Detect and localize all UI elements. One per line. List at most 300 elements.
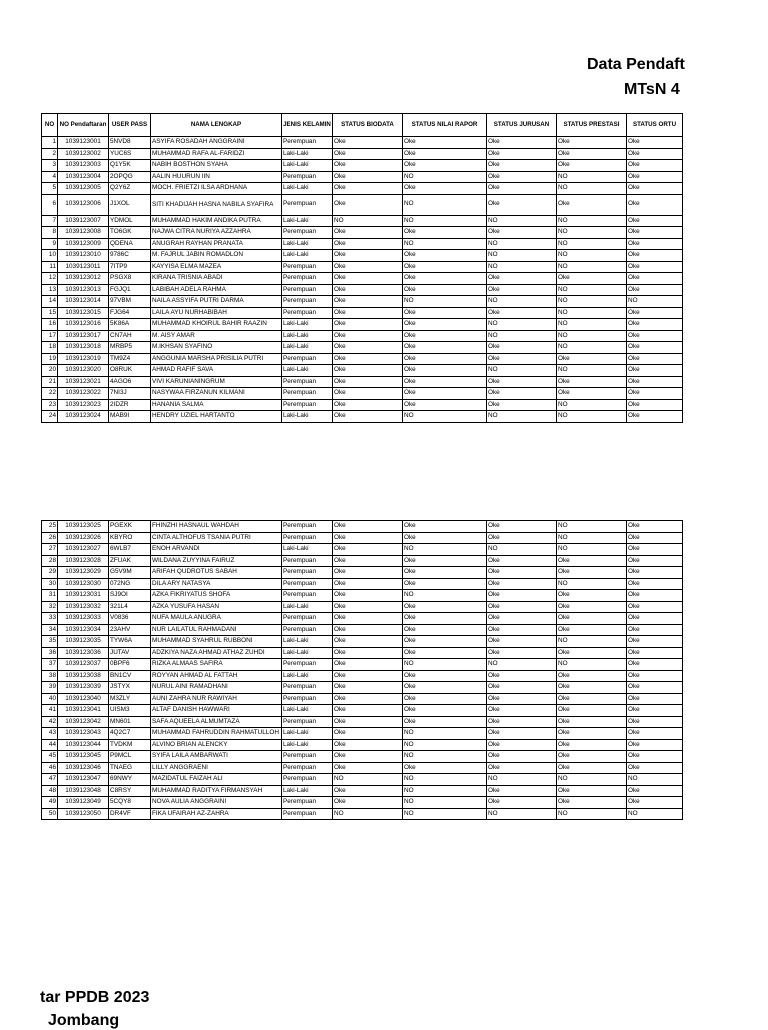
cell-no-pendaftaran: 1039123044 bbox=[58, 739, 109, 751]
cell-nama-lengkap: ARIFAH QUDROTUS SABAH bbox=[151, 567, 282, 579]
cell-user-pass: C8RSY bbox=[109, 785, 151, 797]
cell-status-prestasi: NO bbox=[557, 532, 627, 544]
cell-status-biodata: Oke bbox=[333, 376, 403, 388]
cell-status-nilai-rapor: Oke bbox=[403, 521, 487, 533]
cell-no: 4 bbox=[42, 171, 58, 183]
header-status-biodata: STATUS BIODATA bbox=[333, 114, 403, 137]
cell-status-biodata: Oke bbox=[333, 250, 403, 262]
cell-user-pass: YDMOL bbox=[109, 215, 151, 227]
header-status-prestasi: STATUS PRESTASI bbox=[557, 114, 627, 137]
cell-jenis-kelamin: Perempuan bbox=[282, 590, 333, 602]
cell-no: 5 bbox=[42, 183, 58, 195]
cell-status-biodata: Oke bbox=[333, 739, 403, 751]
header-no: NO bbox=[42, 114, 58, 137]
cell-status-nilai-rapor: Oke bbox=[403, 160, 487, 172]
table-row bbox=[42, 399, 683, 411]
cell-status-biodata: Oke bbox=[333, 601, 403, 613]
cell-no: 9 bbox=[42, 238, 58, 250]
cell-status-nilai-rapor: Oke bbox=[403, 261, 487, 273]
table-row bbox=[42, 227, 683, 239]
cell-jenis-kelamin: Perempuan bbox=[282, 376, 333, 388]
cell-jenis-kelamin: Perempuan bbox=[282, 388, 333, 400]
cell-status-biodata: Oke bbox=[333, 751, 403, 763]
cell-user-pass: G5V9M bbox=[109, 567, 151, 579]
cell-user-pass: QDENA bbox=[109, 238, 151, 250]
cell-status-biodata: Oke bbox=[333, 284, 403, 296]
cell-status-nilai-rapor: Oke bbox=[403, 137, 487, 149]
cell-nama-lengkap: LILLY ANGGRAENI bbox=[151, 762, 282, 774]
table-row bbox=[42, 785, 683, 797]
cell-status-jurusan: Oke bbox=[487, 342, 557, 354]
cell-status-jurusan: Oke bbox=[487, 171, 557, 183]
table-row bbox=[42, 624, 683, 636]
cell-status-nilai-rapor: Oke bbox=[403, 284, 487, 296]
table-row bbox=[42, 636, 683, 648]
cell-user-pass: TYW6A bbox=[109, 636, 151, 648]
table-row bbox=[42, 273, 683, 285]
cell-nama-lengkap: MUHAMMAD HAKIM ANDIKA PUTRA bbox=[151, 215, 282, 227]
cell-status-prestasi: Oke bbox=[557, 388, 627, 400]
cell-status-nilai-rapor: Oke bbox=[403, 705, 487, 717]
cell-status-ortu: Oke bbox=[627, 376, 683, 388]
cell-no-pendaftaran: 1039123035 bbox=[58, 636, 109, 648]
cell-user-pass: 7NI3J bbox=[109, 388, 151, 400]
cell-user-pass: 5K86A bbox=[109, 319, 151, 331]
cell-jenis-kelamin: Perempuan bbox=[282, 808, 333, 820]
table-row bbox=[42, 319, 683, 331]
cell-status-ortu: Oke bbox=[627, 330, 683, 342]
cell-jenis-kelamin: Perempuan bbox=[282, 682, 333, 694]
cell-status-jurusan: Oke bbox=[487, 716, 557, 728]
table-row bbox=[42, 693, 683, 705]
cell-status-biodata: Oke bbox=[333, 307, 403, 319]
cell-status-nilai-rapor: Oke bbox=[403, 319, 487, 331]
cell-status-ortu: Oke bbox=[627, 578, 683, 590]
cell-status-ortu: Oke bbox=[627, 171, 683, 183]
cell-no-pendaftaran: 1039123034 bbox=[58, 624, 109, 636]
cell-no-pendaftaran: 1039123018 bbox=[58, 342, 109, 354]
cell-status-prestasi: NO bbox=[557, 227, 627, 239]
cell-status-ortu: Oke bbox=[627, 567, 683, 579]
cell-status-jurusan: NO bbox=[487, 296, 557, 308]
cell-status-prestasi: Oke bbox=[557, 148, 627, 160]
cell-no: 41 bbox=[42, 705, 58, 717]
cell-status-prestasi: NO bbox=[557, 659, 627, 671]
cell-status-prestasi: NO bbox=[557, 411, 627, 423]
cell-jenis-kelamin: Laki-Laki bbox=[282, 183, 333, 195]
cell-user-pass: Q1Y5K bbox=[109, 160, 151, 172]
cell-status-biodata: Oke bbox=[333, 194, 403, 215]
cell-jenis-kelamin: Laki-Laki bbox=[282, 319, 333, 331]
cell-status-jurusan: Oke bbox=[487, 682, 557, 694]
cell-status-jurusan: Oke bbox=[487, 624, 557, 636]
cell-nama-lengkap: NASYWAA FIRZANUN KILMANI bbox=[151, 388, 282, 400]
cell-jenis-kelamin: Laki-Laki bbox=[282, 411, 333, 423]
cell-status-prestasi: NO bbox=[557, 342, 627, 354]
cell-no-pendaftaran: 1039123033 bbox=[58, 613, 109, 625]
cell-no-pendaftaran: 1039123012 bbox=[58, 273, 109, 285]
cell-user-pass: 7ITP9 bbox=[109, 261, 151, 273]
cell-no: 36 bbox=[42, 647, 58, 659]
cell-status-jurusan: Oke bbox=[487, 636, 557, 648]
cell-no-pendaftaran: 1039123024 bbox=[58, 411, 109, 423]
cell-user-pass: BN1CV bbox=[109, 670, 151, 682]
cell-nama-lengkap: SITI KHADIJAH HASNA NABILA SYAFIRA bbox=[151, 194, 282, 215]
cell-nama-lengkap: ALVINO BRIAN ALENCKY bbox=[151, 739, 282, 751]
cell-status-ortu: Oke bbox=[627, 659, 683, 671]
cell-status-jurusan: Oke bbox=[487, 227, 557, 239]
cell-no: 44 bbox=[42, 739, 58, 751]
cell-no-pendaftaran: 1039123036 bbox=[58, 647, 109, 659]
cell-user-pass: 5NVD8 bbox=[109, 137, 151, 149]
cell-no: 8 bbox=[42, 227, 58, 239]
cell-user-pass: 321L4 bbox=[109, 601, 151, 613]
cell-no-pendaftaran: 1039123009 bbox=[58, 238, 109, 250]
cell-user-pass: 072NG bbox=[109, 578, 151, 590]
cell-status-ortu: Oke bbox=[627, 238, 683, 250]
cell-status-prestasi: Oke bbox=[557, 728, 627, 740]
cell-jenis-kelamin: Laki-Laki bbox=[282, 215, 333, 227]
cell-jenis-kelamin: Perempuan bbox=[282, 307, 333, 319]
cell-jenis-kelamin: Perempuan bbox=[282, 762, 333, 774]
cell-user-pass: 9786C bbox=[109, 250, 151, 262]
cell-jenis-kelamin: Laki-Laki bbox=[282, 330, 333, 342]
header-user-pass: USER PASS bbox=[109, 114, 151, 137]
table-row bbox=[42, 194, 683, 215]
cell-nama-lengkap: FHINZHI HASNAUL WAHDAH bbox=[151, 521, 282, 533]
table-header-row bbox=[42, 114, 683, 137]
cell-status-ortu: Oke bbox=[627, 532, 683, 544]
cell-user-pass: TM9Z4 bbox=[109, 353, 151, 365]
cell-status-prestasi: Oke bbox=[557, 137, 627, 149]
cell-no-pendaftaran: 1039123039 bbox=[58, 682, 109, 694]
cell-status-ortu: Oke bbox=[627, 601, 683, 613]
cell-status-nilai-rapor: Oke bbox=[403, 307, 487, 319]
cell-user-pass: 2IDZR bbox=[109, 399, 151, 411]
cell-status-nilai-rapor: Oke bbox=[403, 365, 487, 377]
cell-status-nilai-rapor: NO bbox=[403, 171, 487, 183]
cell-status-ortu: Oke bbox=[627, 693, 683, 705]
cell-no: 28 bbox=[42, 555, 58, 567]
cell-status-nilai-rapor: Oke bbox=[403, 670, 487, 682]
cell-status-biodata: Oke bbox=[333, 227, 403, 239]
cell-status-jurusan: Oke bbox=[487, 751, 557, 763]
cell-status-biodata: Oke bbox=[333, 762, 403, 774]
cell-status-nilai-rapor: NO bbox=[403, 411, 487, 423]
cell-no: 32 bbox=[42, 601, 58, 613]
cell-status-prestasi: Oke bbox=[557, 716, 627, 728]
cell-no-pendaftaran: 1039123041 bbox=[58, 705, 109, 717]
cell-status-jurusan: Oke bbox=[487, 797, 557, 809]
cell-no-pendaftaran: 1039123006 bbox=[58, 194, 109, 215]
cell-nama-lengkap: ANUGRAH RAYHAN PRANATA bbox=[151, 238, 282, 250]
cell-status-jurusan: Oke bbox=[487, 532, 557, 544]
cell-jenis-kelamin: Perempuan bbox=[282, 774, 333, 786]
cell-user-pass: MN601 bbox=[109, 716, 151, 728]
cell-status-ortu: Oke bbox=[627, 762, 683, 774]
cell-status-prestasi: NO bbox=[557, 578, 627, 590]
cell-status-ortu: Oke bbox=[627, 365, 683, 377]
cell-status-nilai-rapor: Oke bbox=[403, 693, 487, 705]
cell-status-prestasi: Oke bbox=[557, 785, 627, 797]
header-jenis-kelamin: JENIS KELAMIN bbox=[282, 114, 333, 137]
cell-nama-lengkap: ENOH ARVANDI bbox=[151, 544, 282, 556]
cell-no-pendaftaran: 1039123049 bbox=[58, 797, 109, 809]
cell-no-pendaftaran: 1039123020 bbox=[58, 365, 109, 377]
cell-no: 45 bbox=[42, 751, 58, 763]
table-row bbox=[42, 250, 683, 262]
cell-status-jurusan: NO bbox=[487, 411, 557, 423]
cell-no-pendaftaran: 1039123017 bbox=[58, 330, 109, 342]
table-row bbox=[42, 705, 683, 717]
cell-status-biodata: Oke bbox=[333, 521, 403, 533]
cell-status-nilai-rapor: Oke bbox=[403, 567, 487, 579]
cell-status-prestasi: Oke bbox=[557, 160, 627, 172]
cell-user-pass: PSGX8 bbox=[109, 273, 151, 285]
cell-status-biodata: Oke bbox=[333, 365, 403, 377]
cell-nama-lengkap: MUHAMMAD SYAHRUL RUBBONI bbox=[151, 636, 282, 648]
cell-jenis-kelamin: Laki-Laki bbox=[282, 739, 333, 751]
cell-no-pendaftaran: 1039123016 bbox=[58, 319, 109, 331]
cell-nama-lengkap: ASYIFA ROSADAH ANGGRAINI bbox=[151, 137, 282, 149]
cell-nama-lengkap: KAYYISA ELMA MAZEA bbox=[151, 261, 282, 273]
cell-status-jurusan: NO bbox=[487, 774, 557, 786]
cell-no: 40 bbox=[42, 693, 58, 705]
cell-no: 39 bbox=[42, 682, 58, 694]
table-row bbox=[42, 284, 683, 296]
cell-no: 30 bbox=[42, 578, 58, 590]
cell-no: 2 bbox=[42, 148, 58, 160]
cell-status-ortu: Oke bbox=[627, 682, 683, 694]
cell-status-jurusan: Oke bbox=[487, 388, 557, 400]
cell-no: 29 bbox=[42, 567, 58, 579]
cell-status-biodata: Oke bbox=[333, 659, 403, 671]
cell-no-pendaftaran: 1039123005 bbox=[58, 183, 109, 195]
table-row bbox=[42, 307, 683, 319]
cell-user-pass: DR4VF bbox=[109, 808, 151, 820]
cell-status-jurusan: Oke bbox=[487, 555, 557, 567]
cell-jenis-kelamin: Perempuan bbox=[282, 555, 333, 567]
table-row bbox=[42, 261, 683, 273]
cell-status-jurusan: Oke bbox=[487, 647, 557, 659]
table-row bbox=[42, 238, 683, 250]
cell-no: 33 bbox=[42, 613, 58, 625]
cell-status-biodata: NO bbox=[333, 808, 403, 820]
cell-status-ortu: Oke bbox=[627, 194, 683, 215]
cell-status-jurusan: Oke bbox=[487, 578, 557, 590]
cell-no-pendaftaran: 1039123046 bbox=[58, 762, 109, 774]
cell-no: 10 bbox=[42, 250, 58, 262]
cell-no-pendaftaran: 1039123038 bbox=[58, 670, 109, 682]
cell-nama-lengkap: WILDANA ZUYYINA FAIRUZ bbox=[151, 555, 282, 567]
cell-nama-lengkap: NURUL AINI RAMADHANI bbox=[151, 682, 282, 694]
cell-no-pendaftaran: 1039123008 bbox=[58, 227, 109, 239]
header-nama-lengkap: NAMA LENGKAP bbox=[151, 114, 282, 137]
cell-status-prestasi: NO bbox=[557, 544, 627, 556]
cell-status-biodata: Oke bbox=[333, 590, 403, 602]
cell-status-nilai-rapor: Oke bbox=[403, 250, 487, 262]
cell-status-jurusan: NO bbox=[487, 544, 557, 556]
cell-status-biodata: Oke bbox=[333, 148, 403, 160]
cell-status-jurusan: Oke bbox=[487, 183, 557, 195]
cell-no-pendaftaran: 1039123021 bbox=[58, 376, 109, 388]
cell-nama-lengkap: NOVA AULIA ANGGRAINI bbox=[151, 797, 282, 809]
cell-no: 38 bbox=[42, 670, 58, 682]
cell-nama-lengkap: ANGGUNIA MARSHA PRISILIA PUTRI bbox=[151, 353, 282, 365]
cell-status-ortu: Oke bbox=[627, 797, 683, 809]
cell-nama-lengkap: M.IKHSAN SYAFINO bbox=[151, 342, 282, 354]
cell-status-nilai-rapor: Oke bbox=[403, 227, 487, 239]
cell-status-nilai-rapor: NO bbox=[403, 774, 487, 786]
registrants-table-page-1 bbox=[41, 113, 683, 423]
cell-user-pass: UISM3 bbox=[109, 705, 151, 717]
cell-status-ortu: Oke bbox=[627, 613, 683, 625]
cell-status-prestasi: NO bbox=[557, 636, 627, 648]
cell-status-nilai-rapor: Oke bbox=[403, 636, 487, 648]
cell-status-prestasi: Oke bbox=[557, 273, 627, 285]
cell-user-pass: 4Q2C7 bbox=[109, 728, 151, 740]
cell-no-pendaftaran: 1039123040 bbox=[58, 693, 109, 705]
cell-jenis-kelamin: Laki-Laki bbox=[282, 728, 333, 740]
cell-no-pendaftaran: 1039123042 bbox=[58, 716, 109, 728]
table-row bbox=[42, 659, 683, 671]
table-row bbox=[42, 365, 683, 377]
cell-status-ortu: Oke bbox=[627, 353, 683, 365]
cell-status-nilai-rapor: NO bbox=[403, 215, 487, 227]
cell-no-pendaftaran: 1039123050 bbox=[58, 808, 109, 820]
cell-status-nilai-rapor: NO bbox=[403, 659, 487, 671]
cell-status-nilai-rapor: NO bbox=[403, 590, 487, 602]
school-city: Jombang bbox=[48, 1012, 120, 1029]
cell-status-biodata: Oke bbox=[333, 342, 403, 354]
cell-user-pass: TVDKM bbox=[109, 739, 151, 751]
cell-nama-lengkap: NAILA ASSYIFA PUTRI DARMA bbox=[151, 296, 282, 308]
cell-status-ortu: Oke bbox=[627, 342, 683, 354]
cell-nama-lengkap: KIRANA TRISNIA ABADI bbox=[151, 273, 282, 285]
table-row bbox=[42, 808, 683, 820]
cell-nama-lengkap: VIVI KARUNIANINGRUM bbox=[151, 376, 282, 388]
cell-status-biodata: Oke bbox=[333, 716, 403, 728]
table-row bbox=[42, 171, 683, 183]
cell-nama-lengkap: SAFA AQUEELA ALMUMTAZA bbox=[151, 716, 282, 728]
table-row bbox=[42, 797, 683, 809]
table-row bbox=[42, 532, 683, 544]
cell-nama-lengkap: MUHAMMAD FAHRUDDIN RAHMATULLOH bbox=[151, 728, 282, 740]
cell-no: 1 bbox=[42, 137, 58, 149]
cell-status-nilai-rapor: NO bbox=[403, 238, 487, 250]
cell-no: 7 bbox=[42, 215, 58, 227]
cell-status-jurusan: Oke bbox=[487, 273, 557, 285]
cell-user-pass: TNAEG bbox=[109, 762, 151, 774]
table-row bbox=[42, 215, 683, 227]
cell-status-ortu: Oke bbox=[627, 273, 683, 285]
cell-status-prestasi: NO bbox=[557, 808, 627, 820]
cell-no: 31 bbox=[42, 590, 58, 602]
cell-status-nilai-rapor: Oke bbox=[403, 716, 487, 728]
cell-status-biodata: NO bbox=[333, 215, 403, 227]
cell-status-nilai-rapor: Oke bbox=[403, 376, 487, 388]
table-row bbox=[42, 670, 683, 682]
cell-status-jurusan: NO bbox=[487, 261, 557, 273]
cell-user-pass: P9MCL bbox=[109, 751, 151, 763]
cell-user-pass: O8RUK bbox=[109, 365, 151, 377]
cell-no: 26 bbox=[42, 532, 58, 544]
cell-user-pass: SJ9OI bbox=[109, 590, 151, 602]
table-row bbox=[42, 183, 683, 195]
cell-jenis-kelamin: Perempuan bbox=[282, 578, 333, 590]
cell-status-jurusan: Oke bbox=[487, 567, 557, 579]
registrants-table-page-2 bbox=[41, 520, 683, 820]
cell-status-nilai-rapor: Oke bbox=[403, 647, 487, 659]
cell-status-nilai-rapor: Oke bbox=[403, 601, 487, 613]
cell-no-pendaftaran: 1039123032 bbox=[58, 601, 109, 613]
table-row bbox=[42, 296, 683, 308]
cell-status-biodata: Oke bbox=[333, 544, 403, 556]
cell-status-prestasi: Oke bbox=[557, 647, 627, 659]
cell-status-prestasi: NO bbox=[557, 521, 627, 533]
cell-status-prestasi: NO bbox=[557, 307, 627, 319]
cell-status-prestasi: Oke bbox=[557, 353, 627, 365]
cell-user-pass: 6WLB7 bbox=[109, 544, 151, 556]
cell-status-nilai-rapor: NO bbox=[403, 544, 487, 556]
cell-jenis-kelamin: Perempuan bbox=[282, 659, 333, 671]
cell-status-biodata: Oke bbox=[333, 261, 403, 273]
table-row bbox=[42, 330, 683, 342]
cell-nama-lengkap: RIZKA ALMAAS SAFIRA bbox=[151, 659, 282, 671]
cell-no: 46 bbox=[42, 762, 58, 774]
cell-status-prestasi: Oke bbox=[557, 194, 627, 215]
cell-status-biodata: Oke bbox=[333, 578, 403, 590]
cell-no-pendaftaran: 1039123007 bbox=[58, 215, 109, 227]
cell-status-prestasi: Oke bbox=[557, 567, 627, 579]
cell-status-ortu: Oke bbox=[627, 647, 683, 659]
cell-no-pendaftaran: 1039123001 bbox=[58, 137, 109, 149]
cell-jenis-kelamin: Perempuan bbox=[282, 567, 333, 579]
cell-no-pendaftaran: 1039123011 bbox=[58, 261, 109, 273]
table-row bbox=[42, 601, 683, 613]
cell-status-biodata: Oke bbox=[333, 388, 403, 400]
cell-no-pendaftaran: 1039123029 bbox=[58, 567, 109, 579]
cell-status-ortu: Oke bbox=[627, 739, 683, 751]
cell-status-jurusan: Oke bbox=[487, 590, 557, 602]
cell-nama-lengkap: AALIN HUURUN IIN bbox=[151, 171, 282, 183]
cell-status-ortu: Oke bbox=[627, 148, 683, 160]
school-name: MTsN 4 bbox=[624, 81, 680, 98]
table-row bbox=[42, 728, 683, 740]
cell-no-pendaftaran: 1039123027 bbox=[58, 544, 109, 556]
cell-no-pendaftaran: 1039123043 bbox=[58, 728, 109, 740]
cell-status-nilai-rapor: Oke bbox=[403, 399, 487, 411]
table-row bbox=[42, 578, 683, 590]
cell-status-ortu: Oke bbox=[627, 215, 683, 227]
cell-jenis-kelamin: Perempuan bbox=[282, 261, 333, 273]
cell-no: 12 bbox=[42, 273, 58, 285]
cell-user-pass: PGEXK bbox=[109, 521, 151, 533]
cell-status-ortu: Oke bbox=[627, 160, 683, 172]
cell-no: 19 bbox=[42, 353, 58, 365]
cell-status-ortu: NO bbox=[627, 774, 683, 786]
cell-jenis-kelamin: Perempuan bbox=[282, 624, 333, 636]
cell-user-pass: J1XOL bbox=[109, 194, 151, 215]
cell-jenis-kelamin: Perempuan bbox=[282, 296, 333, 308]
cell-user-pass: ZFUAK bbox=[109, 555, 151, 567]
cell-status-prestasi: Oke bbox=[557, 751, 627, 763]
cell-status-nilai-rapor: Oke bbox=[403, 624, 487, 636]
cell-status-nilai-rapor: Oke bbox=[403, 148, 487, 160]
cell-status-ortu: Oke bbox=[627, 388, 683, 400]
cell-status-jurusan: Oke bbox=[487, 613, 557, 625]
table-row bbox=[42, 613, 683, 625]
